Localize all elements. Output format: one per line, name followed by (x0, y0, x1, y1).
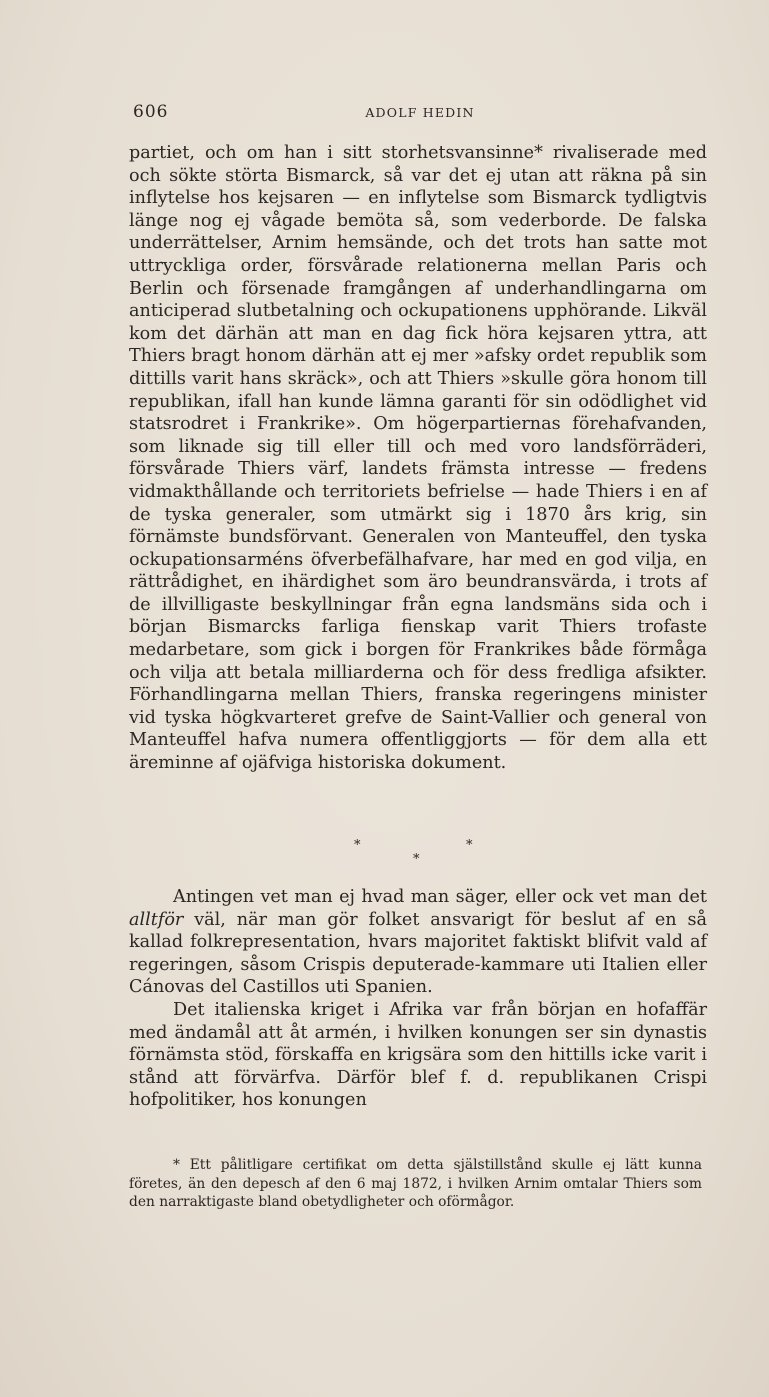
main-text-block (129, 142, 707, 775)
second-text-block (129, 886, 707, 1112)
paragraph-antingen-start: Antingen vet man ej hvad man säger, eller ock vet man det (173, 887, 707, 907)
footnote (129, 1156, 702, 1212)
section-divider-asterism (330, 838, 490, 870)
footnote-text: * Ett pålitligare certifikat om detta själstillstånd skulle ej lätt kunna företes, än den depesch af den 6 maj 1872, i hvilken Arnim omtalar Thiers som den narraktigaste bland obetydligheter och oförmågor. (129, 1157, 702, 1210)
emphasis-alltfor: alltför (129, 909, 184, 930)
paragraph-italienska-kriget: Det italienska kriget i Afrika var från början en hofaffär med ändamål att åt armén, i hvilken konungen ser sin dynastis förnämsta stöd, förskaffa en krigsära som den hittills icke varit i stånd att förvärfva. Därför blef f. d. republikanen Crispi hofpolitiker, hos konungen (129, 999, 707, 1111)
paragraph-partiet: partiet, och om han i sitt storhetsvansinne* rivaliserade med och sökte störta Bismarck, så var det ej utan att räkna på sin inflytelse hos kejsaren — en inflytelse som Bismarck tydligtvis länge nog ej vågade bemöta så, som vederborde. De falska underrättelser, Arnim hemsände, och det trots han satte mot uttryckliga order, försvårade relationerna mellan Paris och Berlin och försenade framgången af underhandlingarna om anticiperad slutbetalning och ockupationens upphörande. Likväl kom det därhän att man en dag fick höra kejsaren yttra, att Thiers bragt honom därhän att ej mer »afsky ordet republik som dittills varit hans skräck», och att Thiers »skulle göra honom till republikan, ifall han kunde lämna garanti för sin odödlighet vid statsrodret i Frankrike». Om högerpartiernas förehafvanden, som liknade sig till eller till och med voro landsförräderi, försvårade Thiers värf, landets främsta intresse — fredens vidmakthållande och territoriets befrielse — hade Thiers i en af de tyska generaler, som utmärkt sig i 1870 års krig, sin förnämste bundsförvant. Generalen von Manteuffel, den tyska ockupationsarméns öfverbefälhafvare, har med en god vilja, en rättrådighet, en ihärdighet som äro beundransvärda, i trots af de illvilligaste beskyllningar från egna landsmäns sida och i början Bismarcks farliga fienskap varit Thiers trofaste medarbetare, som gick i borgen för Frankrikes både förmåga och vilja att betala milliarderna och för dess fredliga afsikter. Förhandlingarna mellan Thiers, franska regeringens minister vid tyska högkvarteret grefve de Saint-Vallier och general von Manteuffel hafva numera offentliggjorts — för dem alla ett äreminne af ojäfviga historiska dokument. (129, 143, 707, 774)
page-number: 606 (133, 102, 169, 122)
asterism-star: * (466, 838, 473, 853)
asterism-star: * (354, 838, 361, 853)
paragraph-antingen (129, 886, 707, 999)
asterism-star: * (413, 852, 420, 867)
running-head: ADOLF HEDIN (365, 105, 475, 120)
page-header (133, 102, 707, 122)
paragraph-antingen-end: väl, när man gör folket ansvarigt för beslut af en så kallad folkrepresentation, hvars majoritet faktiskt blifvit vald af regeringen, såsom Crispis deputerade-kammare uti Italien eller Cánovas del Castillos uti Spanien. (129, 909, 707, 998)
